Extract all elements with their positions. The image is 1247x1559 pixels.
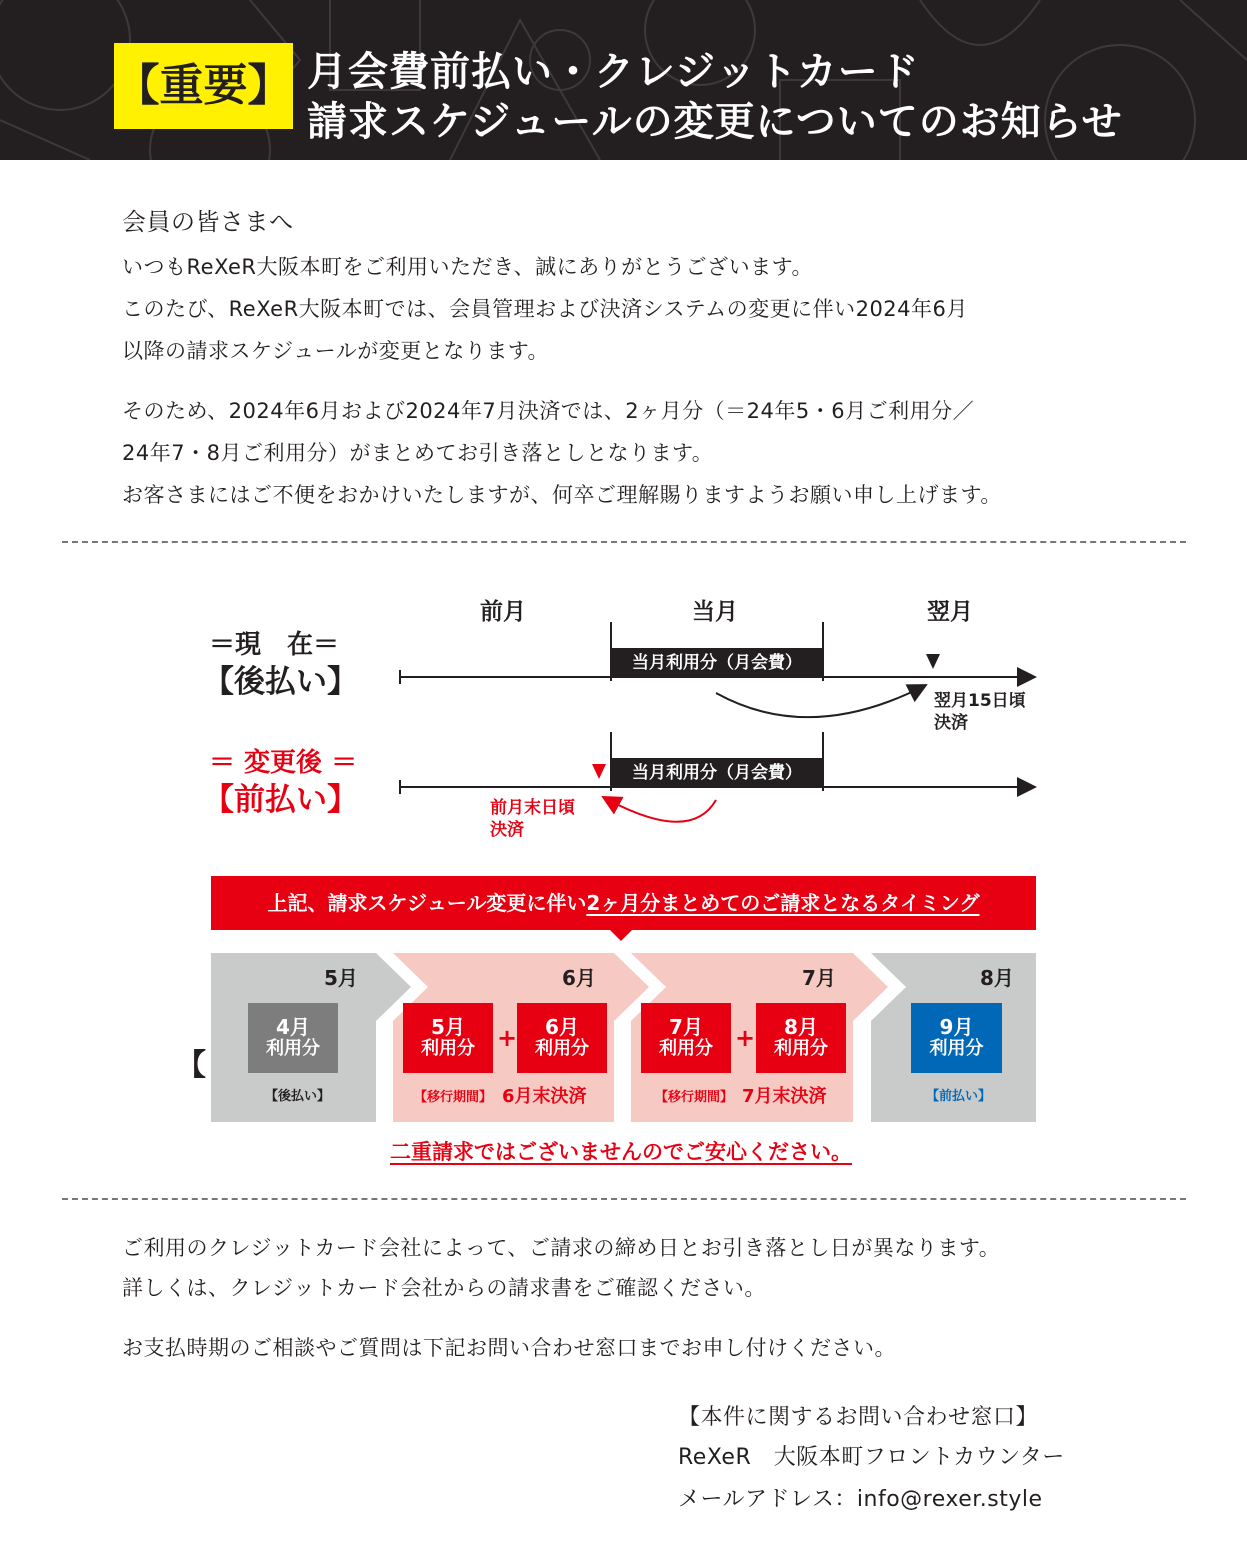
panel-month-july: 7月 — [802, 966, 836, 990]
panel-month-august: 8月 — [980, 966, 1014, 990]
current-label: ＝現 在＝ — [209, 630, 340, 660]
column-next-month: 翌月 — [927, 599, 973, 625]
intro-line: そのため、2024年6月および2024年7月決済では、2ヶ月分（＝24年5・6月ご利用分／ — [122, 399, 975, 423]
column-prev-month: 前月 — [480, 599, 526, 625]
banner-pointer — [609, 929, 633, 941]
after-mode: 【前払い】 — [203, 782, 358, 818]
panel-sub-june: 【移行期間】 — [414, 1090, 493, 1105]
footer-line: お支払時期のご相談やご質問は下記お問い合わせ窓口までお申し付けください。 — [122, 1336, 896, 1360]
contact-email: メールアドレス：info@rexer.style — [678, 1487, 1043, 1512]
greeting: 会員の皆さまへ — [122, 208, 294, 236]
plus-sign: + — [497, 1024, 518, 1052]
intro-line: 24年7・8月ご利用分）がまとめてお引き落としとなります。 — [122, 441, 714, 465]
footer-line: 詳しくは、クレジットカード会社からの請求書をご確認ください。 — [122, 1276, 766, 1300]
prev-month-note: 前月末日頃 決済 — [490, 798, 575, 840]
panel-settle-july: 7月末決済 — [742, 1086, 827, 1107]
current-mode: 【後払い】 — [203, 664, 358, 700]
no-double-charge-note: 二重請求ではございませんのでご安心ください。 — [390, 1140, 852, 1164]
panel-sub-may: 【後払い】 — [265, 1089, 331, 1104]
timing-banner: 上記、請求スケジュール変更に伴い2ヶ月分まとめてのご請求となるタイミング — [211, 876, 1036, 930]
panel-sub-july: 【移行期間】 — [655, 1090, 734, 1105]
footer-line: ご利用のクレジットカード会社によって、ご請求の締め日とお引き落とし日が異なります。 — [122, 1236, 1001, 1260]
panel-month-may: 5月 — [324, 966, 358, 990]
important-badge: 【重要】 — [114, 43, 293, 129]
panel-settle-june: 6月末決済 — [502, 1086, 587, 1107]
title-line-1: 月会費前払い・クレジットカード — [307, 49, 920, 95]
usage-box-september: 9月 利用分 — [911, 1003, 1002, 1073]
intro-line: このたび、ReXeR大阪本町では、会員管理および決済システムの変更に伴い2024年6月 — [122, 297, 968, 321]
contact-name: ReXeR 大阪本町フロントカウンター — [678, 1445, 1065, 1470]
plus-sign: + — [735, 1024, 756, 1052]
intro-line: いつもReXeR大阪本町をご利用いただき、誠にありがとうございます。 — [122, 255, 813, 279]
after-label: ＝ 変更後 ＝ — [209, 748, 358, 778]
usage-box-april: 4月 利用分 — [248, 1003, 338, 1073]
usage-box-july: 7月 利用分 — [641, 1003, 731, 1073]
usage-box-august: 8月 利用分 — [756, 1003, 846, 1073]
contact-title: 【本件に関するお問い合わせ窓口】 — [678, 1405, 1039, 1430]
panel-sub-august: 【前払い】 — [926, 1089, 992, 1104]
bracket-mark: 【 — [176, 1048, 206, 1083]
next-month-note: 翌月15日頃 決済 — [934, 691, 1026, 733]
divider — [62, 541, 1186, 543]
divider — [62, 1198, 1186, 1200]
prepay-usage-bar: 当月利用分（月会費） — [611, 758, 823, 788]
column-current-month: 当月 — [692, 599, 738, 625]
usage-box-june: 6月 利用分 — [517, 1003, 607, 1073]
intro-line: 以降の請求スケジュールが変更となります。 — [122, 339, 550, 363]
panel-month-june: 6月 — [562, 966, 596, 990]
usage-box-may: 5月 利用分 — [403, 1003, 493, 1073]
current-usage-bar: 当月利用分（月会費） — [611, 648, 823, 678]
intro-line: お客さまにはご不便をおかけいたしますが、何卒ご理解賜りますようお願い申し上げます。 — [122, 483, 1002, 507]
title-line-2: 請求スケジュールの変更についてのお知らせ — [307, 99, 1123, 145]
